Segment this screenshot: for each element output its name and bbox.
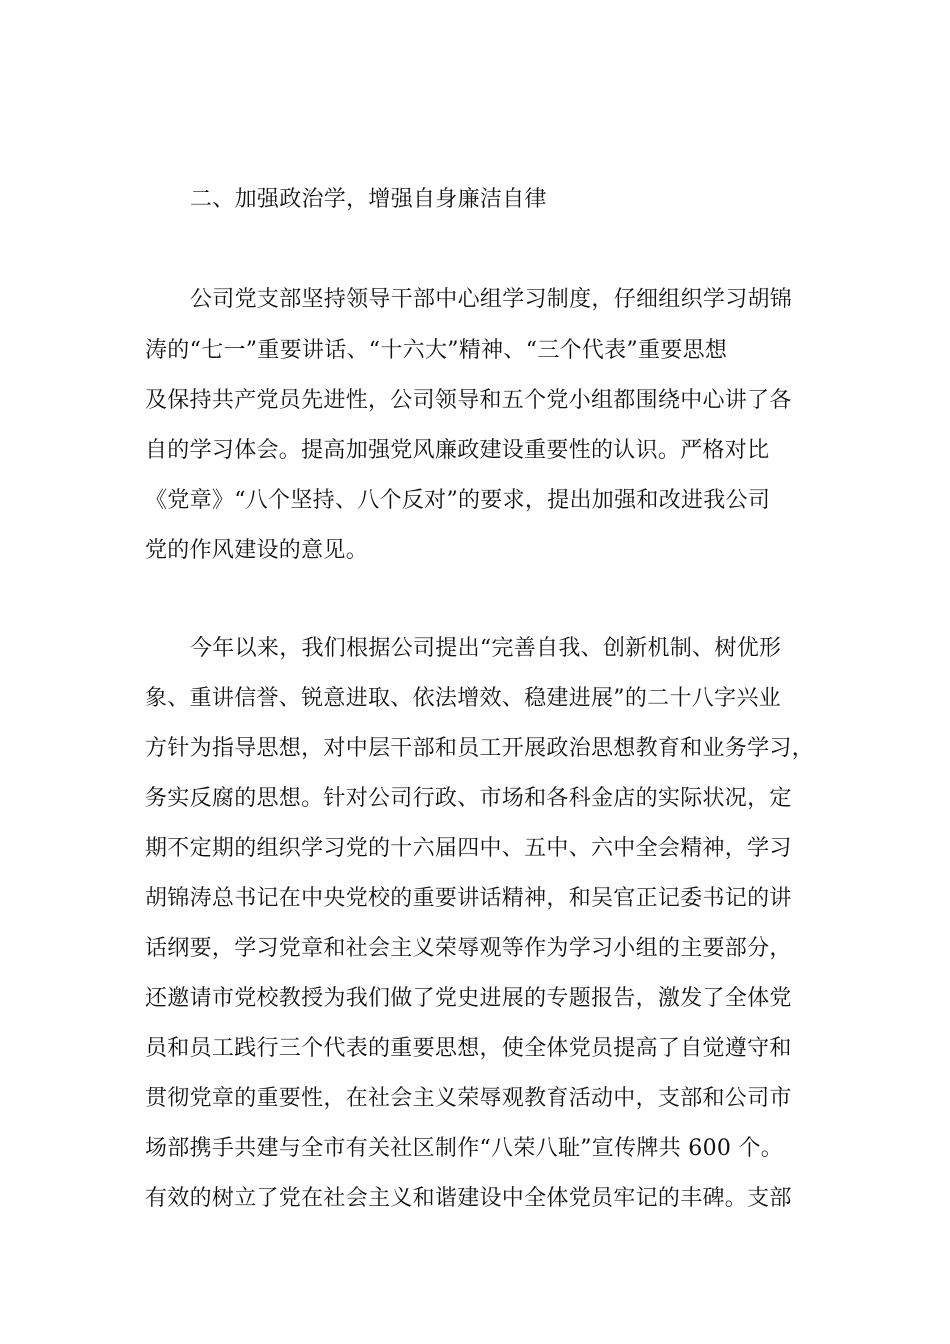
paragraph-line: 胡锦涛总书记在中央党校的重要讲话精神，和吴官正记委书记的讲 (145, 886, 792, 911)
paragraph-line: 党的作风建设的意见。 (145, 538, 369, 563)
paragraph-line: 自的学习体会。提高加强党风廉政建设重要性的认识。严格对比 (145, 438, 770, 463)
paragraph-line: 还邀请市党校教授为我们做了党史进展的专题报告，激发了全体党 (145, 986, 792, 1011)
paragraph-line: 象、重讲信誉、锐意进取、依法增效、稳建进展”的二十八字兴业 (145, 686, 781, 711)
paragraph-line: 涛的“七一”重要讲话、“十六大”精神、“三个代表”重要思想 (145, 338, 728, 363)
paragraph-line: 公司党支部坚持领导干部中心组学习制度，仔细组织学习胡锦 (190, 287, 793, 312)
paragraph-line: 务实反腐的思想。针对公司行政、市场和各科金店的实际状况，定 (145, 786, 792, 811)
section-heading: 二、加强政治学，增强自身廉洁自律 (190, 187, 547, 212)
paragraph-line: 员和员工践行三个代表的重要思想，使全体党员提高了自觉遵守和 (145, 1036, 792, 1061)
paragraph-line: 今年以来，我们根据公司提出“完善自我、创新机制、树优形 (190, 636, 782, 661)
paragraph-line: 及保持共产党员先进性，公司领导和五个党小组都围绕中心讲了各 (145, 388, 792, 413)
paragraph-line: 有效的树立了党在社会主义和谐建设中全体党员牢记的丰碑。支部 (145, 1186, 792, 1211)
paragraph-line: 场部携手共建与全市有关社区制作“八荣八耻”宣传牌共 600 个。 (145, 1136, 784, 1161)
paragraph-line: 《党章》“八个坚持、八个反对”的要求，提出加强和改进我公司 (145, 488, 771, 513)
paragraph-line: 方针为指导思想，对中层干部和员工开展政治思想教育和业务学习， (145, 736, 815, 761)
paragraph-line: 话纲要，学习党章和社会主义荣辱观等作为学习小组的主要部分， (145, 936, 792, 961)
paragraph-line: 期不定期的组织学习党的十六届四中、五中、六中全会精神，学习 (145, 836, 792, 861)
paragraph-line: 贯彻党章的重要性，在社会主义荣辱观教育活动中，支部和公司市 (145, 1086, 792, 1111)
